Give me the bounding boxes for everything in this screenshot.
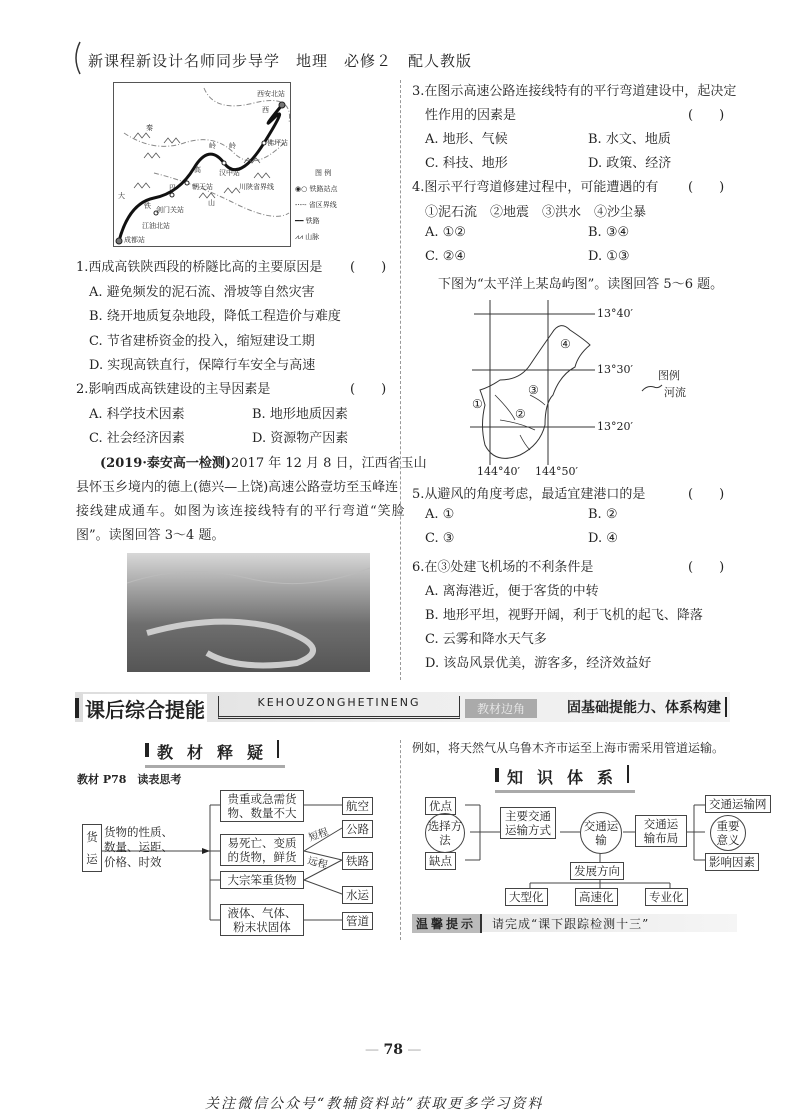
passage-line-1 xyxy=(100,452,427,471)
label-chaotian: 朝天站 xyxy=(192,183,213,191)
label-ling2: 岭 xyxy=(229,142,236,150)
lat-13-40: 13°40′ xyxy=(597,307,633,320)
q5-option-c[interactable]: C. ③ xyxy=(425,531,455,546)
transport-flowchart xyxy=(80,790,390,935)
label-qin: 秦 xyxy=(146,124,153,132)
island-legend-river: 河流 xyxy=(664,386,686,399)
label-shan: 山 xyxy=(208,199,215,207)
q3-option-b[interactable]: B. 水文、地质 xyxy=(588,132,671,147)
label-xian: 西安北站 xyxy=(257,90,285,98)
goods-box-2: 易死亡、变质的货物，鲜货 xyxy=(220,834,304,866)
q1-stem: 1.西成高铁陕西段的桥隧比高的主要原因是 xyxy=(76,260,323,275)
pipeline-example: 例如，将天然气从乌鲁木齐市运至上海市需采用管道运输。 xyxy=(412,741,725,755)
passage-line-3: 接线建成通车。如图为该连接线特有的平行弯道“笑脸 xyxy=(76,504,406,519)
node-transport-center: 交通运输 xyxy=(580,812,622,854)
q5-answer-blank[interactable]: ( ) xyxy=(688,487,725,502)
island-legend-title: 图例 xyxy=(658,369,680,382)
label-jianmen: 剑门关站 xyxy=(156,206,184,214)
passage-text-1: 2017 年 12 月 8 日，江西省玉山 xyxy=(231,456,427,471)
q4-items: ①泥石流 ②地震 ③洪水 ④沙尘暴 xyxy=(425,205,647,220)
section-title-textbook: 教材释疑 xyxy=(145,740,285,768)
q4-stem: 4.图示平行弯道修建过程中，可能遭遇的有 xyxy=(412,180,659,195)
border-line-icon: -·-·- xyxy=(295,201,307,209)
banner-slogan: 固基础提能力、体系构建 xyxy=(567,697,727,717)
goods-box-1: 贵重或急需货物、数量不大 xyxy=(220,790,304,822)
railway-map xyxy=(113,82,291,247)
point-1: ① xyxy=(472,397,483,411)
label-chuanshan: 川陕省界线 xyxy=(239,183,274,191)
q4-option-d[interactable]: D. ①③ xyxy=(588,249,630,264)
label-long-distance: 远程 xyxy=(306,855,329,872)
page-number: — 78 — xyxy=(365,1042,422,1058)
mode-road: 公路 xyxy=(342,820,373,838)
road-curve-drawing xyxy=(127,553,370,672)
knowledge-system-chart xyxy=(420,795,767,907)
label-ba: 巴 xyxy=(169,184,176,192)
legend-rail: 铁路 xyxy=(305,217,320,225)
goods-box-4: 液体、气体、粉末状固体 xyxy=(220,904,304,936)
q3-option-d[interactable]: D. 政策、经济 xyxy=(588,156,672,171)
node-factors: 影响因素 xyxy=(705,853,759,871)
textbook-reference: 教材 P78 读表思考 xyxy=(77,773,182,786)
lon-144-50: 144°50′ xyxy=(535,465,578,478)
header-bracket-icon xyxy=(70,40,84,76)
lat-13-30: 13°30′ xyxy=(597,363,633,376)
mode-pipeline: 管道 xyxy=(342,912,373,930)
q3-option-a[interactable]: A. 地形、气候 xyxy=(425,132,508,147)
section-title-knowledge: 知识体系 xyxy=(495,765,635,793)
label-ling: 岭 xyxy=(209,142,216,150)
column-divider-bottom xyxy=(400,740,401,940)
q3-stem-2: 性作用的因素是 xyxy=(425,108,517,123)
freight-root-box xyxy=(82,824,102,872)
q3-stem-1: 3.在图示高速公路连接线特有的平行弯道建设中，起决定 xyxy=(412,84,737,99)
node-high-speed: 高速化 xyxy=(575,888,618,906)
label-chengdu: 成都站 xyxy=(124,236,145,244)
q4-option-b[interactable]: B. ③④ xyxy=(588,225,630,240)
q6-option-c[interactable]: C. 云雾和降水天气多 xyxy=(425,632,547,647)
rail-line-icon: ━━ xyxy=(295,216,304,225)
island-map xyxy=(460,295,720,480)
lat-13-20: 13°20′ xyxy=(597,420,633,433)
goods-box-3: 大宗笨重货物 xyxy=(220,871,304,889)
q2-option-d[interactable]: D. 资源物产因素 xyxy=(252,431,349,446)
q1-answer-blank[interactable]: ( ) xyxy=(350,260,387,275)
node-main-modes: 主要交通运输方式 xyxy=(500,807,556,839)
label-xi: 西 xyxy=(262,106,269,114)
mode-rail: 铁路 xyxy=(342,852,373,870)
section-banner xyxy=(75,692,730,722)
node-large-scale: 大型化 xyxy=(505,888,548,906)
node-cons: 缺点 xyxy=(425,852,456,870)
point-2: ② xyxy=(515,407,526,421)
node-specialized: 专业化 xyxy=(645,888,688,906)
node-network: 交通运输网 xyxy=(705,795,771,813)
node-choose-method: 选择方法 xyxy=(425,813,465,853)
label-da: 大 xyxy=(118,192,125,200)
q5-stem: 5.从避风的角度考虑，最适宜建港口的是 xyxy=(412,487,646,502)
q5-option-b[interactable]: B. ② xyxy=(588,507,618,522)
mode-air: 航空 xyxy=(342,797,373,815)
q1-option-d[interactable]: D. 实现高铁直行，保障行车安全与高速 xyxy=(89,358,316,373)
mountain-icon: ⩘⩘ xyxy=(295,233,303,241)
label-jiangyou: 江油北站 xyxy=(142,222,170,230)
legend-border: 省区界线 xyxy=(308,201,337,209)
page-number-value: 78 xyxy=(383,1042,403,1058)
point-4: ④ xyxy=(560,337,571,351)
tip-label: 温馨提示 xyxy=(412,914,482,933)
label-hanzhong: 汉中站 xyxy=(219,169,240,177)
tip-text[interactable]: 请完成“课下跟踪检测十三” xyxy=(492,917,650,931)
banner-title: 课后综合提能 xyxy=(83,694,207,723)
q1-option-c[interactable]: C. 节省建桥资金的投入，缩短建设工期 xyxy=(89,334,315,349)
q2-option-a[interactable]: A. 科学技术因素 xyxy=(89,407,185,422)
banner-pinyin: KEHOUZONGHETINENG xyxy=(218,696,460,719)
q4-answer-blank[interactable]: ( ) xyxy=(688,180,725,195)
label-gao: 高 xyxy=(194,166,201,174)
passage-line-4: 图”。读图回答 3～4 题。 xyxy=(76,528,225,543)
station-icon: ◉○ xyxy=(295,185,308,193)
q6-option-a[interactable]: A. 离海港近，便于客货的中转 xyxy=(425,584,599,599)
q4-option-c[interactable]: C. ②④ xyxy=(425,249,467,264)
banner-marker-icon xyxy=(75,698,79,718)
q1-option-b[interactable]: B. 绕开地质复杂地段，降低工程造价与难度 xyxy=(89,309,341,324)
passage-source: (2019·泰安高一检测) xyxy=(100,456,232,471)
legend-title: 图 例 xyxy=(315,169,332,177)
column-divider xyxy=(400,80,401,680)
q3-answer-blank[interactable]: ( ) xyxy=(688,108,725,123)
lon-144-40: 144°40′ xyxy=(477,465,520,478)
footer-note: 关注微信公众号“教辅资料站”获取更多学习资料 xyxy=(205,1096,544,1112)
q6-option-b[interactable]: B. 地形平坦，视野开阔，利于飞机的起飞、降落 xyxy=(425,608,703,623)
q6-stem: 6.在③处建飞机场的不利条件是 xyxy=(412,560,594,575)
map-legend xyxy=(295,165,375,245)
intro-5-6: 下图为“太平洋上某岛屿图”。读图回答 5～6 题。 xyxy=(438,277,724,292)
node-importance: 重要意义 xyxy=(710,815,746,851)
q1-option-a[interactable]: A. 避免频发的泥石流、滑坡等自然灾害 xyxy=(89,285,315,300)
root-char-1: 货 xyxy=(86,830,98,844)
q2-stem: 2.影响西成高铁建设的主导因素是 xyxy=(76,382,271,397)
node-direction: 发展方向 xyxy=(570,862,624,880)
point-3: ③ xyxy=(528,383,539,397)
road-curve-photo xyxy=(127,553,370,672)
mode-water: 水运 xyxy=(342,886,373,904)
q6-option-d[interactable]: D. 该岛风景优美，游客多，经济效益好 xyxy=(425,656,652,671)
header-title: 新课程新设计名师同步导学 地理 必修２ 配人教版 xyxy=(88,52,473,70)
q4-option-a[interactable]: A. ①② xyxy=(425,225,466,240)
q5-option-a[interactable]: A. ① xyxy=(425,507,455,522)
criteria-text: 货物的性质、数量、运距、价格、时效 xyxy=(104,825,173,869)
node-layout: 交通运输布局 xyxy=(635,815,687,847)
q2-option-b[interactable]: B. 地形地质因素 xyxy=(252,407,348,422)
passage-line-2: 县怀玉乡境内的德上(德兴—上饶)高速公路壹坊至玉峰连 xyxy=(76,480,399,495)
tip-bar xyxy=(412,914,737,932)
node-pros: 优点 xyxy=(425,797,456,815)
root-char-2: 运 xyxy=(86,852,98,866)
q6-answer-blank[interactable]: ( ) xyxy=(688,560,725,575)
legend-mountain: 山脉 xyxy=(305,233,320,241)
q3-option-c[interactable]: C. 科技、地形 xyxy=(425,156,508,171)
q5-option-d[interactable]: D. ④ xyxy=(588,531,618,546)
label-tie: 铁 xyxy=(144,202,151,210)
label-foping: 佛坪站 xyxy=(267,139,288,147)
q2-answer-blank[interactable]: ( ) xyxy=(350,382,387,397)
label-short-distance: 短程 xyxy=(307,826,330,844)
banner-tag: 教材边角 xyxy=(465,699,537,718)
legend-station: 铁路站点 xyxy=(309,185,338,193)
q2-option-c[interactable]: C. 社会经济因素 xyxy=(89,431,185,446)
